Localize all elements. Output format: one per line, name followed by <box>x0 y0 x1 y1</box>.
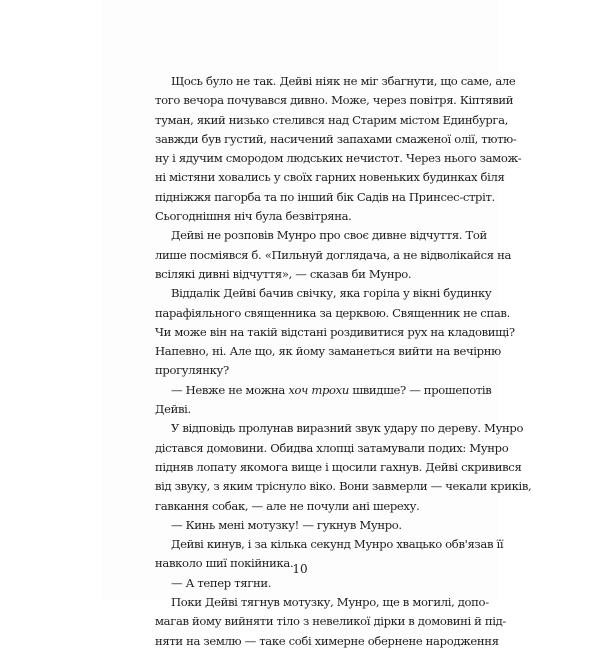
text-line: У відповідь пролунав виразний звук удару по дереву. Мунро <box>171 421 524 436</box>
text-line: того вечора почувався дивно. Може, через повітря. Кіптявий <box>155 93 514 108</box>
text-line: Щось було не так. Дейві ніяк не міг збагнути, що саме, але <box>171 74 516 88</box>
text-line: туман, який низько стелився над Старим містом Единбурга, <box>155 112 509 127</box>
dialog-line: — А тепер тягни. <box>171 575 272 590</box>
italic-emphasis: хоч трохи <box>288 382 349 397</box>
text-line: Чи може він на такій відстані роздивитися рух на кладовищі? <box>155 324 515 339</box>
text-line: ну і ядучим смородом людських нечистот. Через нього замож- <box>155 151 522 166</box>
text-line: Напевно, ні. Але що, як йому заманеться вийти на вечірню <box>155 344 501 359</box>
text-line: підняв лопату якомога вище і щосили гахнув. Дейві скривився <box>155 459 522 474</box>
dialog-line: — Кинь мені мотузку! — гукнув Мунро. <box>171 517 402 532</box>
text-line: завжди був густий, насичений запахами смаженої олії, тютю- <box>155 131 517 146</box>
page-number: 10 <box>292 562 308 576</box>
text-line: Дейві кинув, і за кілька секунд Мунро хвацько обв'язав її <box>171 537 504 552</box>
dialog-line <box>155 381 492 400</box>
text-line: Дейві не розповів Мунро про своє дивне відчуття. Той <box>171 228 487 243</box>
text-line: прогулянку? <box>155 363 229 378</box>
text-line: ні містяни ховались у своїх гарних новеньких будинках біля <box>155 170 505 185</box>
text-line: підніжжя пагорба та по інший бік Садів на Принсес-стріт. <box>155 189 495 204</box>
text-line: няти на землю — таке собі химерне обернене народження <box>155 633 499 648</box>
text-line: Сьогоднішня ніч була безвітряна. <box>155 209 352 224</box>
text-line: гавкання собак, — але не почули ані шереху. <box>155 498 420 513</box>
text-line: Віддалік Дейві бачив свічку, яка горіла у вікні будинку <box>171 286 492 301</box>
text-line: Поки Дейві тягнув мотузку, Мунро, ще в могилі, допо- <box>171 595 489 610</box>
text-line: магав йому вийняти тіло з невеликої дірки в домовині й під- <box>155 614 506 629</box>
text-line: від звуку, з яким тріснуло віко. Вони завмерли — чекали криків, <box>155 479 532 494</box>
text-segment: швидше? — прошепотів <box>348 382 492 397</box>
text-line: дістався домовини. Обидва хлопці затамували подих: Мунро <box>155 440 509 455</box>
text-line: Дейві. <box>155 402 191 417</box>
text-segment: — Невже не можна <box>171 382 289 397</box>
text-line: парафіяльного священника за церквою. Священник не спав. <box>155 305 510 320</box>
text-line: навколо шиї покійника. <box>155 556 294 571</box>
text-line: лише посміявся б. «Пильнуй доглядача, а не відволікайся на <box>155 247 512 262</box>
text-line: всілякі дивні відчуття», — сказав би Мунро. <box>155 266 412 281</box>
